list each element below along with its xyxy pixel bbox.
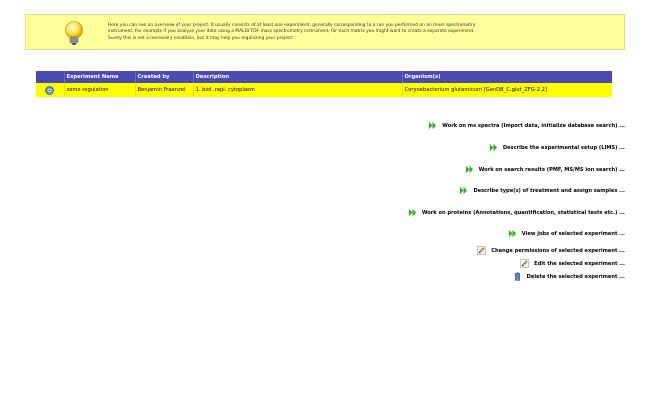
info-line: Here you can see an overview of your project. It usually consists of at least one experiment, generally corresponding to a run you performed on an mass spectrometry xyxy=(108,23,476,28)
header-created-by[interactable]: Created by xyxy=(135,71,193,83)
action-label[interactable]: Work on search results (PMF, MS/MS ion search) ... xyxy=(478,166,625,173)
header-description[interactable]: Description xyxy=(193,71,402,83)
cell-description: 1. biol. repl. cytoplasm xyxy=(193,83,402,97)
green-arrow-icon xyxy=(459,186,468,195)
table-header-row xyxy=(36,71,612,83)
trash-icon xyxy=(513,272,522,281)
work-on-search-results-link[interactable] xyxy=(465,165,625,174)
action-label[interactable]: Describe the experimental setup (LIMS) ... xyxy=(502,144,625,151)
selected-radio-icon[interactable] xyxy=(45,86,54,95)
info-box xyxy=(25,14,625,50)
action-label[interactable]: Delete the selected experiment ... xyxy=(526,273,625,280)
info-text xyxy=(108,23,578,42)
green-arrow-icon xyxy=(489,143,498,152)
info-line: instrument. For example if you analyse your data using a MALDI-TOF mass spectrometry instrument, for each matrix you might want to create a separate experiment. xyxy=(108,29,475,35)
delete-experiment-link[interactable] xyxy=(513,272,625,281)
green-arrow-icon xyxy=(508,229,517,238)
experiment-table xyxy=(36,71,612,97)
row-select-cell[interactable] xyxy=(36,83,64,97)
green-arrow-icon xyxy=(428,121,437,130)
header-experiment-name[interactable]: Experiment Name xyxy=(64,71,135,83)
header-select xyxy=(36,71,64,83)
green-arrow-icon xyxy=(408,208,417,217)
view-jobs-link[interactable] xyxy=(508,229,625,238)
describe-treatment-link[interactable] xyxy=(459,186,625,195)
pencil-icon xyxy=(520,259,529,268)
action-label[interactable]: Work on proteins (Annotations, quantification, statistical tests etc.) ... xyxy=(421,209,625,216)
change-permissions-link[interactable] xyxy=(477,246,625,255)
cell-organisms: Corynebacterium glutamicum [GenDB_C.glut_ZFG-2.2] xyxy=(402,83,612,97)
action-label[interactable]: Work on ms spectra (Import data, initialize database search) ... xyxy=(442,122,625,129)
green-arrow-icon xyxy=(465,165,474,174)
table-row[interactable] xyxy=(36,83,612,97)
cell-experiment-name[interactable]: osmo regulation xyxy=(64,83,135,97)
pencil-icon xyxy=(477,246,486,255)
action-label[interactable]: Change permissions of selected experiment ... xyxy=(491,247,625,254)
edit-experiment-link[interactable] xyxy=(520,259,625,268)
lightbulb-icon xyxy=(64,21,84,47)
describe-experimental-setup-link[interactable] xyxy=(489,143,625,152)
action-label[interactable]: Describe type(s) of treatment and assign samples ... xyxy=(473,187,625,194)
header-organisms[interactable]: Organism(s) xyxy=(402,71,612,83)
cell-created-by: Benjamin Fraenzel xyxy=(135,83,193,97)
info-line: Surely this is not a necessary condition, but it may help you organizing your project. xyxy=(108,35,294,41)
action-label[interactable]: Edit the selected experiment ... xyxy=(534,260,625,267)
work-on-proteins-link[interactable] xyxy=(408,208,625,217)
action-label[interactable]: View jobs of selected experiment ... xyxy=(521,230,625,237)
work-on-ms-spectra-link[interactable] xyxy=(428,121,625,130)
